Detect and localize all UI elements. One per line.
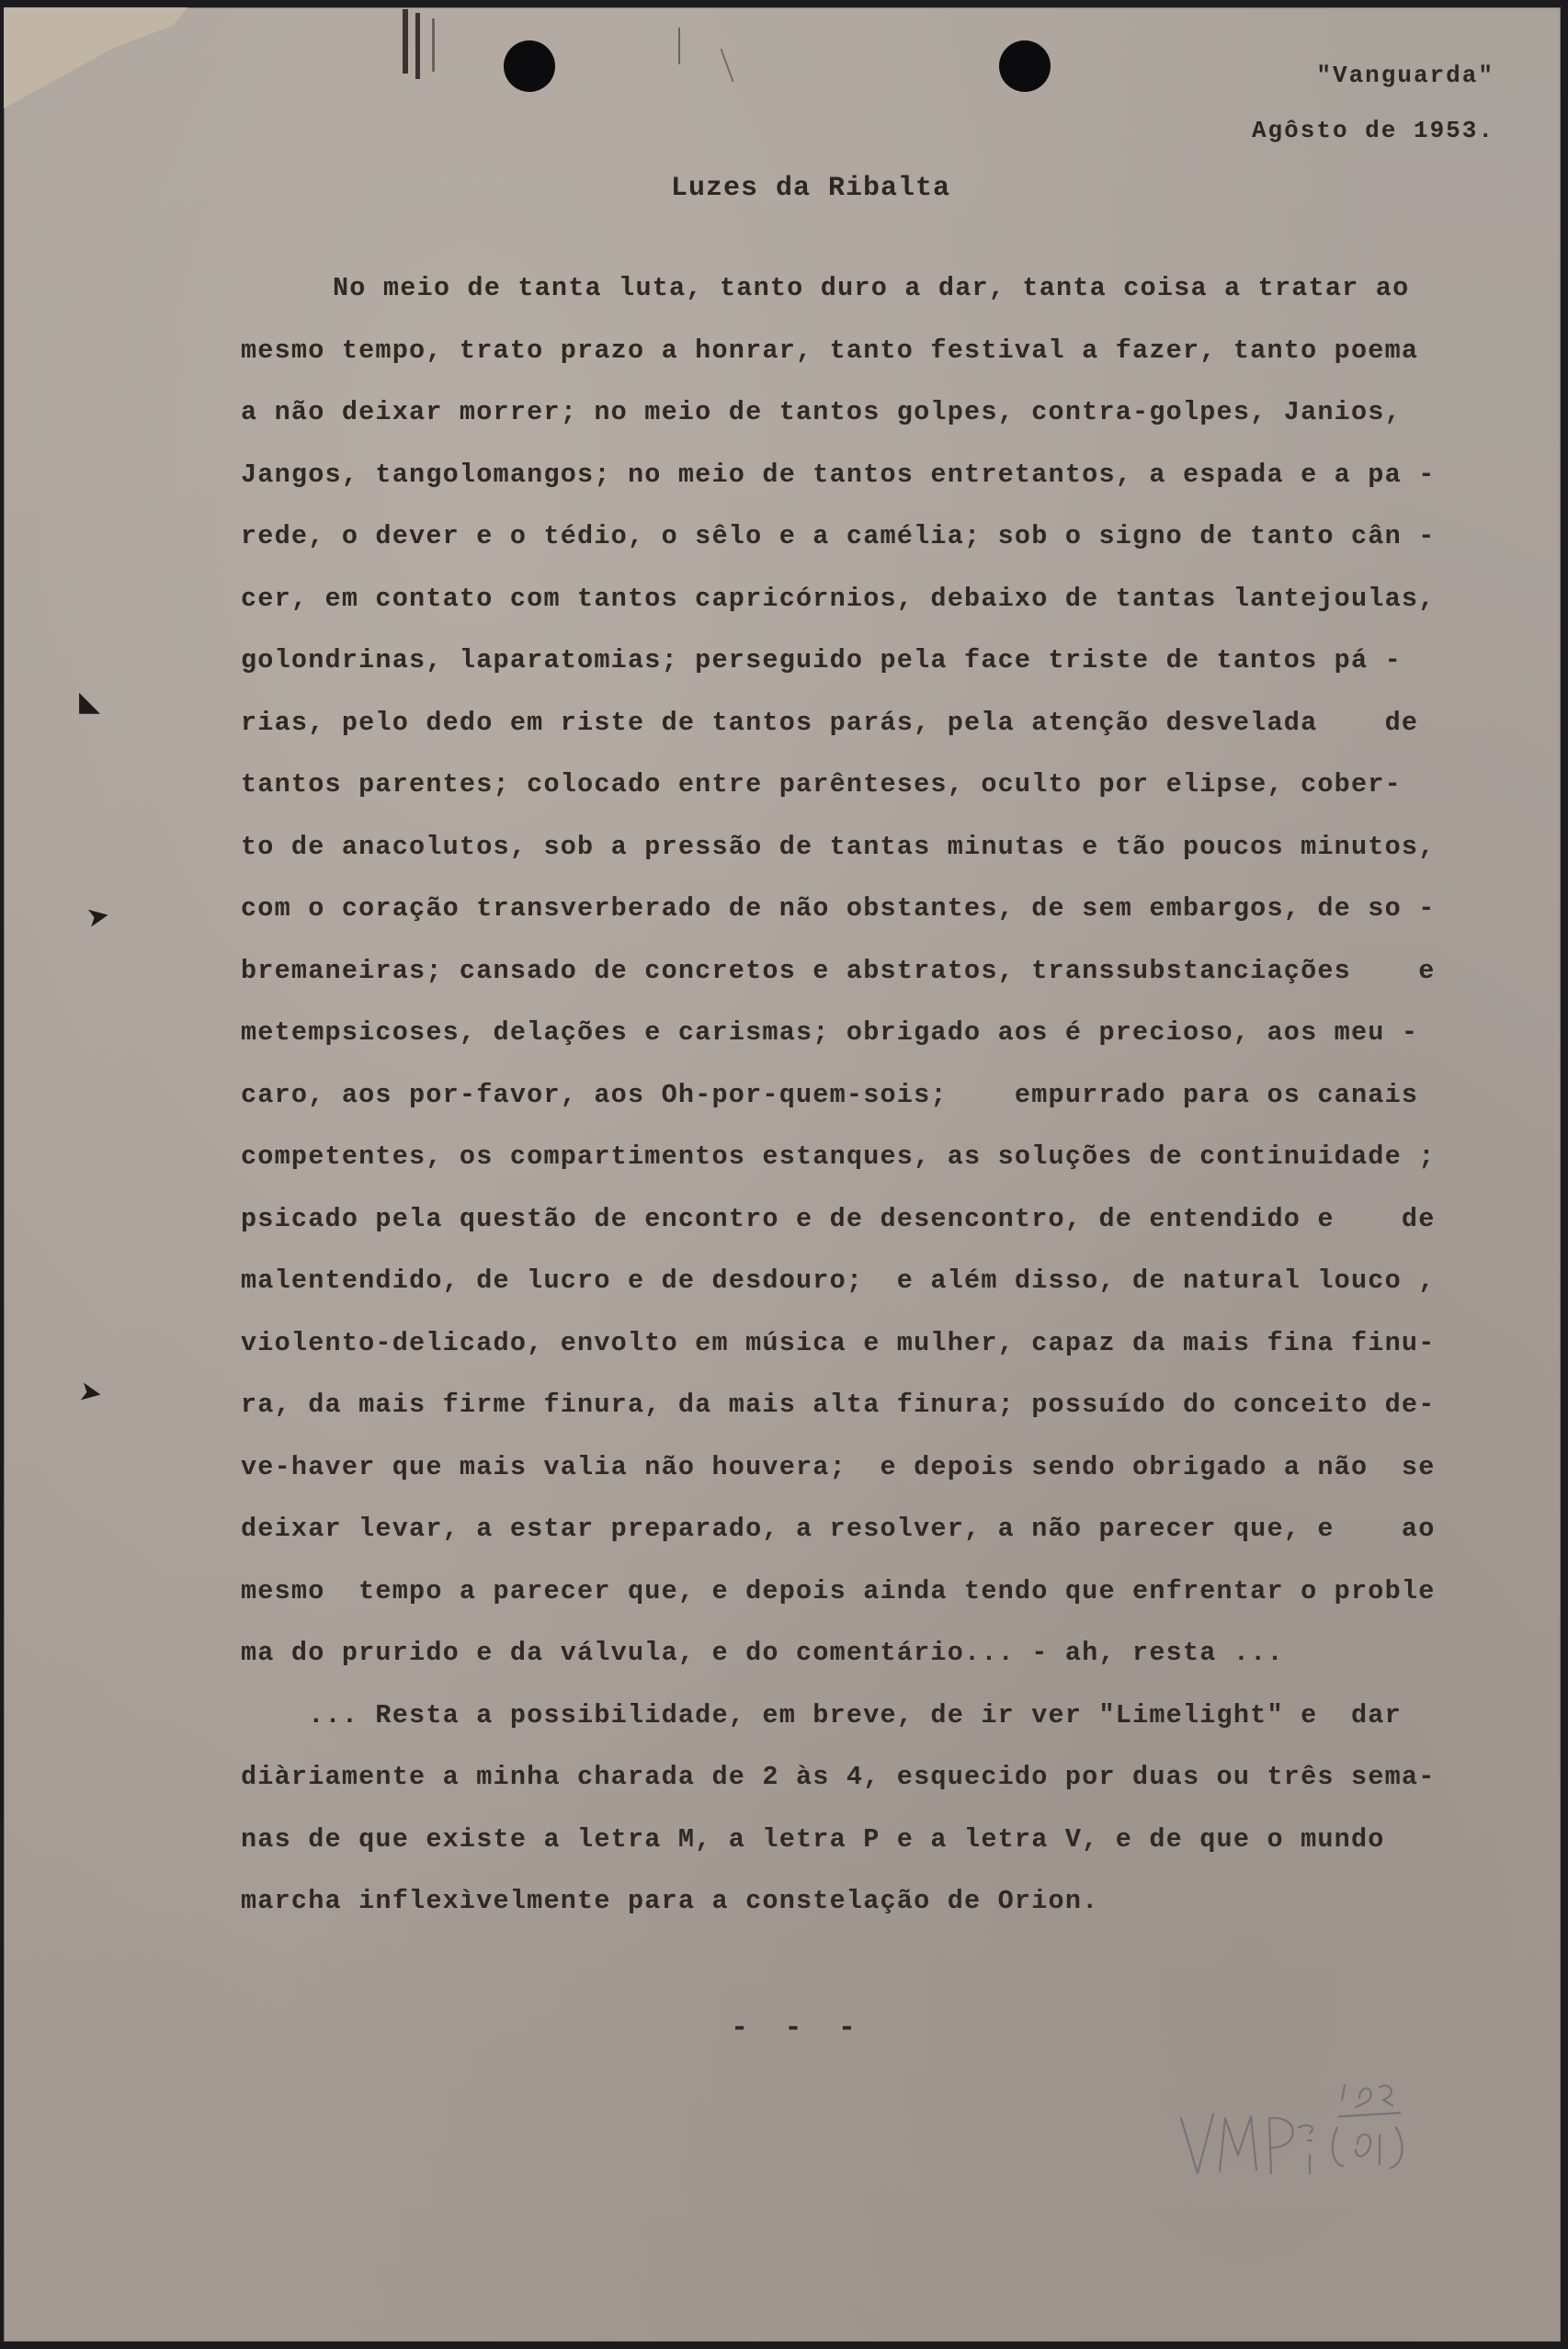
separator: - - - bbox=[731, 2011, 866, 2045]
body-line: marcha inflexìvelmente para a constelação de Orion. bbox=[241, 1886, 1099, 1916]
body-line: golondrinas, laparatomias; perseguido pela face triste de tantos pá - bbox=[241, 645, 1402, 675]
body-line: tantos parentes; colocado entre parênteses, oculto por elipse, cober- bbox=[241, 769, 1402, 800]
margin-mark: ➤ bbox=[84, 900, 112, 934]
body-line: psicado pela questão de encontro e de desencontro, de entendido e de bbox=[241, 1203, 1436, 1234]
body-line: malentendido, de lucro e de desdouro; e além disso, de natural louco , bbox=[241, 1265, 1436, 1296]
margin-mark: ◣ bbox=[79, 687, 101, 717]
body-line: rias, pelo dedo em riste de tantos parás, pela atenção desvelada de bbox=[241, 707, 1419, 738]
body-line: mesmo tempo, trato prazo a honrar, tanto festival a fazer, tanto poema bbox=[241, 335, 1419, 366]
body-line: nas de que existe a letra M, a letra P e a letra V, e de que o mundo bbox=[241, 1823, 1385, 1855]
archive-annotation bbox=[1163, 2072, 1438, 2192]
body-line: ... Resta a possibilidade, em breve, de ir ver "Limelight" e dar bbox=[241, 1699, 1402, 1731]
body-line: to de anacolutos, sob a pressão de tantas minutas e tão poucos minutos, bbox=[241, 831, 1436, 862]
header bbox=[1252, 48, 1494, 158]
margin-mark: ➤ bbox=[76, 1376, 105, 1410]
body-line: ve-haver que mais valia não houvera; e depois sendo obrigado a não se bbox=[241, 1451, 1436, 1482]
publication-name: "Vanguarda" bbox=[1316, 62, 1494, 89]
body-line: mesmo tempo a parecer que, e depois ainda tendo que enfrentar o proble bbox=[241, 1575, 1436, 1606]
body-line: deixar levar, a estar preparado, a resolver, a não parecer que, e ao bbox=[241, 1514, 1436, 1544]
body-line: metempsicoses, delações e carismas; obrigado aos é precioso, aos meu - bbox=[241, 1017, 1419, 1048]
body-line: ma do prurido e da válvula, e do comentário... - ah, resta ... bbox=[241, 1638, 1284, 1668]
body-line: ra, da mais firme finura, da mais alta finura; possuído do conceito de- bbox=[241, 1390, 1436, 1420]
document-date: Agôsto de 1953. bbox=[1251, 117, 1494, 144]
body-line: rede, o dever e o tédio, o sêlo e a camélia; sob o signo de tanto cân - bbox=[241, 521, 1436, 551]
body-line: com o coração transverberado de não obstantes, de sem embargos, de so - bbox=[241, 893, 1436, 924]
body-line: caro, aos por-favor, aos Oh-por-quem-sois; empurrado para os canais bbox=[241, 1079, 1419, 1110]
body-line: Jangos, tangolomangos; no meio de tantos entretantos, a espada e a pa - bbox=[241, 459, 1436, 490]
body-line: No meio de tanta luta, tanto duro a dar, tanta coisa a tratar ao bbox=[333, 273, 1410, 303]
body-line: violento-delicado, envolto em música e mulher, capaz da mais fina finu- bbox=[241, 1327, 1436, 1358]
body-text bbox=[241, 257, 1520, 1933]
body-line: competentes, os compartimentos estanques, as soluções de continuidade ; bbox=[241, 1141, 1436, 1172]
body-line: bremaneiras; cansado de concretos e abstratos, transsubstanciações e bbox=[241, 955, 1436, 986]
body-line: cer, em contato com tantos capricórnios, debaixo de tantas lantejoulas, bbox=[241, 583, 1436, 614]
document-title: Luzes da Ribalta bbox=[671, 173, 951, 204]
body-line: diàriamente a minha charada de 2 às 4, esquecido por duas ou três sema- bbox=[241, 1762, 1436, 1792]
body-line: a não deixar morrer; no meio de tantos golpes, contra-golpes, Janios, bbox=[241, 397, 1402, 427]
